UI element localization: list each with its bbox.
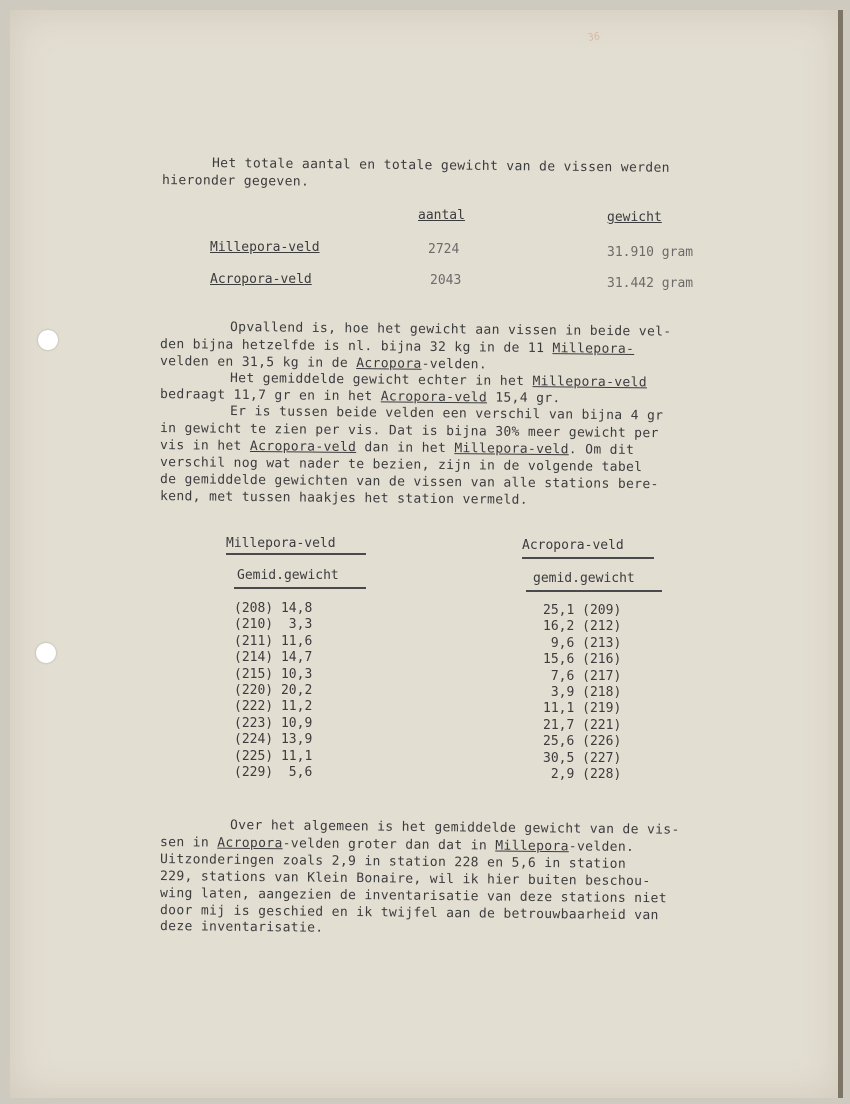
- station-row: 25,6 (226): [543, 734, 622, 750]
- millepora-title: Millepora-veld: [226, 536, 336, 551]
- paragraph-line: den bijna hetzelfde is nl. bijna 32 kg in de 11 Millepora-: [159, 337, 635, 357]
- station-row: 16,2 (212): [543, 619, 622, 635]
- station-row: (224) 13,9: [234, 732, 313, 748]
- station-row: 15,6 (216): [543, 652, 622, 668]
- page-edge: [838, 10, 843, 1098]
- title-rule: [226, 553, 366, 555]
- summary-row-weight: 31.910 gram: [607, 245, 694, 260]
- station-row: 11,1 (219): [543, 701, 622, 717]
- paragraph-line: door mij is geschied en ik twijfel aan de betrouwbaarheid van: [159, 903, 659, 924]
- intro-line: hieronder gegeven.: [161, 173, 310, 190]
- station-row: 9,6 (213): [543, 635, 622, 651]
- station-row: (210) 3,3: [234, 617, 313, 633]
- intro-line: Het totale aantal en totale gewicht van de vissen werden: [211, 156, 670, 176]
- paragraph-line: vis in het Acropora-veld dan in het Millepora-veld. Om dit: [159, 438, 635, 458]
- paragraph-line: kend, met tussen haakjes het station vermeld.: [159, 489, 529, 508]
- station-row: 25,1 (209): [543, 603, 622, 618]
- count-header: aantal: [418, 208, 465, 223]
- paragraph-line: velden en 31,5 kg in de Acropora-velden.: [159, 354, 488, 373]
- station-row: 30,5 (227): [543, 750, 622, 766]
- punch-hole: [38, 330, 58, 350]
- weight-header: gewicht: [607, 210, 662, 225]
- station-row: 21,7 (221): [543, 717, 622, 733]
- station-row: (215) 10,3: [234, 666, 313, 682]
- station-row: (229) 5,6: [234, 765, 313, 781]
- station-row: (220) 20,2: [234, 683, 313, 699]
- paragraph-line: bedraagt 11,7 gr en in het Acropora-veld 15,4 gr.: [159, 387, 561, 407]
- station-row: 3,9 (218): [543, 685, 622, 701]
- station-row: (222) 11,2: [234, 699, 313, 715]
- station-row: 2,9 (228): [543, 767, 622, 783]
- station-row: (225) 11,1: [234, 748, 313, 764]
- paragraph-line: sen in Acropora-velden groter dan dat in Millepora-velden.: [159, 835, 635, 855]
- station-row: (223) 10,9: [234, 715, 313, 731]
- title-rule: [522, 557, 654, 559]
- millepora-values: [234, 601, 312, 781]
- station-row: (214) 14,7: [234, 650, 313, 666]
- acropora-values: [543, 603, 621, 783]
- station-row: (211) 11,6: [234, 633, 313, 649]
- page-mark: 36: [587, 31, 601, 44]
- paragraph-line: Uitzonderingen zoals 2,9 in station 228 en 5,6 in station: [159, 852, 627, 872]
- acropora-subtitle: gemid.gewicht: [533, 571, 635, 586]
- acropora-title: Acropora-veld: [522, 538, 624, 553]
- paragraph-line: Over het algemeen is het gemiddelde gewicht van de vis-: [229, 818, 680, 838]
- station-row: 7,6 (217): [543, 668, 622, 684]
- paragraph-line: wing laten, aangezien de inventarisatie van deze stations niet: [159, 886, 668, 907]
- summary-row-weight: 31.442 gram: [607, 276, 694, 291]
- paragraph-line: de gemiddelde gewichten van de vissen van alle stations bere-: [159, 472, 659, 493]
- paragraph-line: Er is tussen beide velden een verschil van bijna 4 gr: [229, 404, 664, 424]
- subtitle-rule: [526, 590, 662, 592]
- paragraph-line: 229, stations van Klein Bonaire, wil ik hier buiten beschou-: [159, 869, 651, 890]
- punch-hole: [36, 643, 56, 663]
- summary-row-label: Millepora-veld: [210, 240, 320, 255]
- paragraph-line: verschil nog wat nader te bezien, zijn in de volgende tabel: [159, 455, 643, 476]
- station-row: (208) 14,8: [234, 601, 313, 616]
- summary-row-count: 2043: [430, 273, 462, 288]
- paragraph-line: in gewicht te zien per vis. Dat is bijna 30% meer gewicht per: [159, 421, 659, 442]
- subtitle-rule: [234, 587, 366, 589]
- summary-row-count: 2724: [428, 242, 460, 257]
- paragraph-line: Opvallend is, hoe het gewicht aan vissen in beide vel-: [229, 320, 672, 340]
- paragraph-line: Het gemiddelde gewicht echter in het Millepora-veld: [229, 371, 648, 391]
- millepora-subtitle: Gemid.gewicht: [237, 568, 339, 583]
- paragraph-line: deze inventarisatie.: [159, 919, 324, 936]
- summary-row-label: Acropora-veld: [210, 272, 312, 287]
